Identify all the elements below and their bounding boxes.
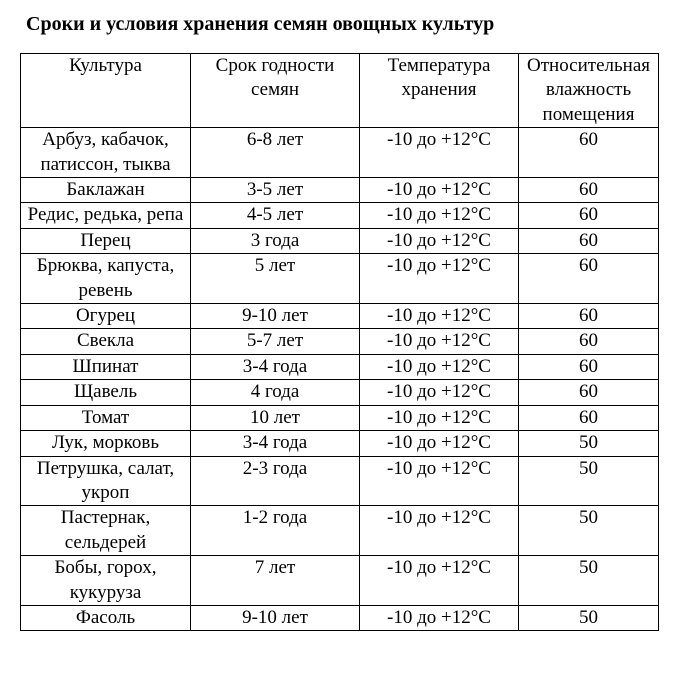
- table-row: [21, 354, 659, 379]
- cell-shelf-life: 9-10 лет: [191, 605, 360, 630]
- cell-humidity: 50: [519, 605, 659, 630]
- cell-crop: Перец: [21, 228, 191, 253]
- cell-temperature: -10 до +12°C: [360, 304, 519, 329]
- cell-shelf-life: 9-10 лет: [191, 304, 360, 329]
- seed-storage-table: [20, 53, 659, 631]
- cell-temperature: -10 до +12°C: [360, 380, 519, 405]
- cell-shelf-life: 4 года: [191, 380, 360, 405]
- cell-shelf-life: 5-7 лет: [191, 329, 360, 354]
- cell-humidity: 60: [519, 254, 659, 304]
- cell-crop: Арбуз, кабачок, патиссон, тыква: [21, 128, 191, 178]
- table-row: [21, 380, 659, 405]
- cell-shelf-life: 2-3 года: [191, 456, 360, 506]
- cell-shelf-life: 5 лет: [191, 254, 360, 304]
- cell-temperature: -10 до +12°C: [360, 456, 519, 506]
- table-row: [21, 456, 659, 506]
- table-row: [21, 254, 659, 304]
- header-crop: Культура: [21, 54, 191, 128]
- cell-temperature: -10 до +12°C: [360, 605, 519, 630]
- table-row: [21, 431, 659, 456]
- cell-humidity: 60: [519, 178, 659, 203]
- cell-crop: Щавель: [21, 380, 191, 405]
- table-row: [21, 605, 659, 630]
- cell-humidity: 60: [519, 354, 659, 379]
- header-temperature: Температура хранения: [360, 54, 519, 128]
- cell-crop: Петрушка, салат, укроп: [21, 456, 191, 506]
- cell-shelf-life: 4-5 лет: [191, 203, 360, 228]
- cell-shelf-life: 1-2 года: [191, 506, 360, 556]
- cell-temperature: -10 до +12°C: [360, 354, 519, 379]
- cell-crop: Фасоль: [21, 605, 191, 630]
- header-humidity: Относительная влажность помещения: [519, 54, 659, 128]
- cell-crop: Томат: [21, 405, 191, 430]
- cell-humidity: 60: [519, 329, 659, 354]
- table-row: [21, 405, 659, 430]
- cell-shelf-life: 3-4 года: [191, 354, 360, 379]
- cell-temperature: -10 до +12°C: [360, 178, 519, 203]
- header-shelf-life: Срок годности семян: [191, 54, 360, 128]
- table-row: [21, 203, 659, 228]
- cell-temperature: -10 до +12°C: [360, 329, 519, 354]
- cell-crop: Баклажан: [21, 178, 191, 203]
- cell-temperature: -10 до +12°C: [360, 405, 519, 430]
- cell-temperature: -10 до +12°C: [360, 254, 519, 304]
- table-header-row: [21, 54, 659, 128]
- table-row: [21, 304, 659, 329]
- cell-crop: Брюква, капуста, ревень: [21, 254, 191, 304]
- cell-shelf-life: 3-4 года: [191, 431, 360, 456]
- table-row: [21, 228, 659, 253]
- cell-humidity: 50: [519, 506, 659, 556]
- cell-humidity: 60: [519, 304, 659, 329]
- table-row: [21, 178, 659, 203]
- cell-crop: Бобы, горох, кукуруза: [21, 556, 191, 606]
- cell-temperature: -10 до +12°C: [360, 431, 519, 456]
- cell-shelf-life: 3-5 лет: [191, 178, 360, 203]
- cell-humidity: 50: [519, 556, 659, 606]
- cell-humidity: 60: [519, 380, 659, 405]
- cell-crop: Редис, редька, репа: [21, 203, 191, 228]
- cell-shelf-life: 7 лет: [191, 556, 360, 606]
- cell-humidity: 60: [519, 128, 659, 178]
- cell-temperature: -10 до +12°C: [360, 556, 519, 606]
- cell-humidity: 50: [519, 431, 659, 456]
- table-row: [21, 506, 659, 556]
- table-row: [21, 556, 659, 606]
- cell-humidity: 50: [519, 456, 659, 506]
- cell-crop: Пастернак, сельдерей: [21, 506, 191, 556]
- cell-humidity: 60: [519, 203, 659, 228]
- cell-temperature: -10 до +12°C: [360, 228, 519, 253]
- table-row: [21, 329, 659, 354]
- cell-shelf-life: 3 года: [191, 228, 360, 253]
- table-row: [21, 128, 659, 178]
- cell-temperature: -10 до +12°C: [360, 203, 519, 228]
- cell-crop: Лук, морковь: [21, 431, 191, 456]
- cell-temperature: -10 до +12°C: [360, 128, 519, 178]
- cell-humidity: 60: [519, 228, 659, 253]
- cell-shelf-life: 10 лет: [191, 405, 360, 430]
- page-title: Сроки и условия хранения семян овощных культур: [26, 13, 495, 35]
- cell-crop: Огурец: [21, 304, 191, 329]
- cell-temperature: -10 до +12°C: [360, 506, 519, 556]
- cell-crop: Шпинат: [21, 354, 191, 379]
- cell-humidity: 60: [519, 405, 659, 430]
- cell-crop: Свекла: [21, 329, 191, 354]
- cell-shelf-life: 6-8 лет: [191, 128, 360, 178]
